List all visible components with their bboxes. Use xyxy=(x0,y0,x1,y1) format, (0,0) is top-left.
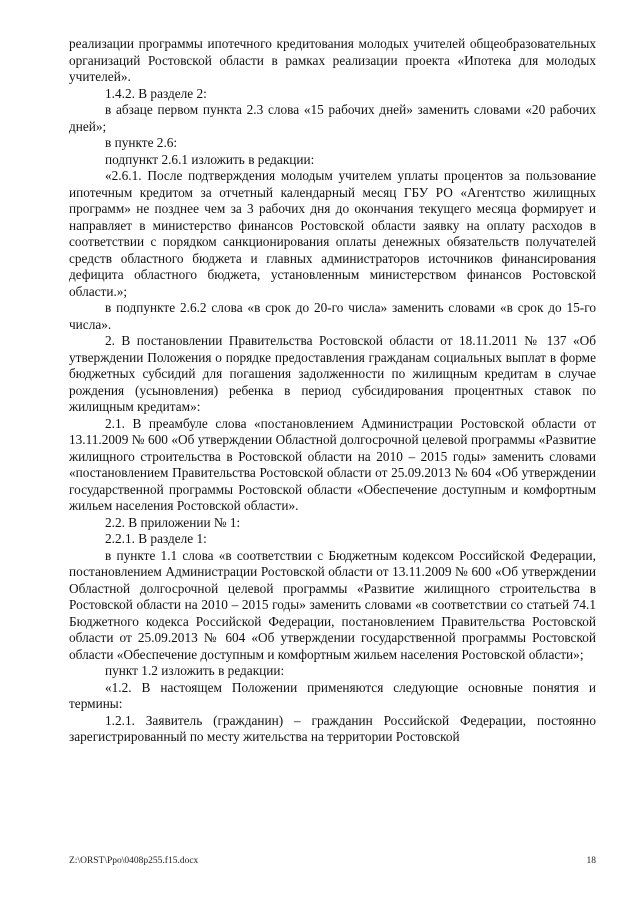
paragraph-2: 1.4.2. В разделе 2: xyxy=(105,85,207,101)
paragraph-13: пункт 1.2 изложить в редакции: xyxy=(105,663,285,678)
paragraph-11: 2.2.1. В разделе 1: xyxy=(105,531,207,546)
paragraph-9: 2.1. В преамбуле слова «постановлением Администрации Ростовской области от 13.11.2009 № 600 «Об утверждении Областной долгосрочной целевой программы «Развитие жилищного строительства в Ростовской области на 2010 – 2015 годы» заменить словами «постановлением Правительства Ростовской области от 25.09.2013 № 604 «Об утверждении государственной программы Ростовской области «Обеспечение доступным и комфортным жильем населения Ростовской области». xyxy=(69,415,596,513)
paragraph-10: 2.2. В приложении № 1: xyxy=(105,514,241,530)
page-number: 18 xyxy=(586,856,596,866)
paragraph-12: в пункте 1.1 слова «в соответствии с Бюджетным кодексом Российской Федерации, постановлением Администрации Ростовской области от 13.11.2009 № 600 «Об утверждении Областной долгосрочной целевой программы «Развитие жилищного строительства в Ростовской области на 2010 – 2015 годы» заменить словами «в соответствии со статьей 74.1 Бюджетного кодекса Российской Федерации, постановлением Правительства Ростовской области от 25.09.2013 № 604 «Об утверждении государственной программы Ростовской области «Обеспечение доступным и комфортным жильем населения Ростовской области»; xyxy=(69,547,596,662)
paragraph-4: в пункте 2.6: xyxy=(105,135,178,150)
paragraph-3: в абзаце первом пункта 2.3 слова «15 рабочих дней» заменить словами «20 рабочих дней»; xyxy=(69,102,596,134)
paragraph-7: в подпункте 2.6.2 слова «в срок до 20-го числа» заменить словами «в срок до 15-го числа». xyxy=(69,300,596,332)
file-path: Z:\ORST\Ppo\0408p255.f15.docx xyxy=(69,856,199,866)
page-footer xyxy=(69,856,596,870)
paragraph-8: 2. В постановлении Правительства Ростовской области от 18.11.2011 № 137 «Об утверждении Положения о порядке предоставления гражданам социальных выплат в форме бюджетных субсидий для погашения задолженности по жилищным кредитам в случае рождения (усыновления) ребенка в период субсидирования процентных ставок по жилищным кредитам»: xyxy=(69,333,596,414)
paragraph-5: подпункт 2.6.1 изложить в редакции: xyxy=(105,151,315,167)
paragraph-14: «1.2. В настоящем Положении применяются следующие основные понятия и термины: xyxy=(69,679,596,711)
paragraph-6: «2.6.1. После подтверждения молодым учителем уплаты процентов за пользование ипотечным кредитом за отчетный календарный месяц ГБУ РО «Агентство жилищных программ» не позднее чем за 3 рабочих дня до окончания текущего месяца формирует и направляет в министерство финансов Ростовской области заявку на оплату расходов в соответствии с порядком санкционирования оплаты денежных обязательств получателей средств областного бюджета и главных администраторов источников финансирования дефицита областного бюджета, установленным министерством финансов Ростовской области.»; xyxy=(69,168,596,299)
paragraph-15: 1.2.1. Заявитель (гражданин) – гражданин Российской Федерации, постоянно зарегистрированный по месту жительства на территории Ростовской xyxy=(69,712,596,744)
document-body xyxy=(69,36,596,746)
paragraph-1: реализации программы ипотечного кредитования молодых учителей общеобразовательных организаций Ростовской области в рамках реализации проекта «Ипотека для молодых учителей». xyxy=(69,36,596,84)
